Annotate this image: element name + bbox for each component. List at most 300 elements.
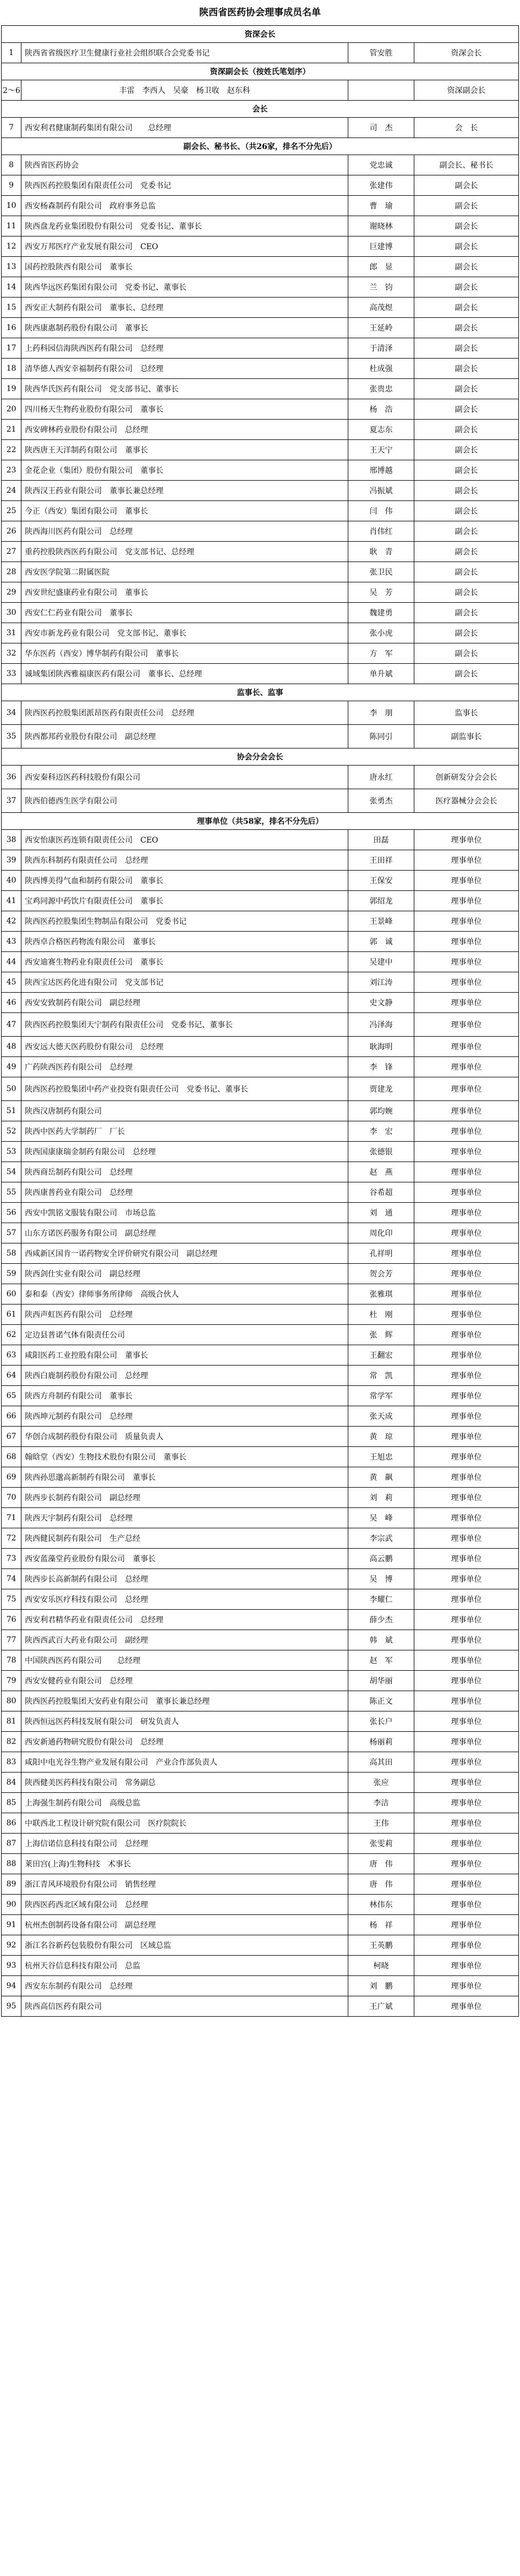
person-name: 王英鹏 — [348, 1935, 414, 1956]
row-number: 56 — [2, 1203, 21, 1223]
person-name: 史文静 — [348, 993, 414, 1013]
member-role: 副会长 — [414, 481, 519, 501]
table-row — [2, 1895, 519, 1915]
member-role: 创新研发分会会长 — [414, 766, 519, 789]
person-name: 赵 军 — [348, 1650, 414, 1671]
person-name: 常学军 — [348, 1386, 414, 1406]
person-name: 兰 钧 — [348, 277, 414, 298]
member-role: 理事单位 — [414, 1243, 519, 1264]
member-role: 副会长 — [414, 460, 519, 481]
person-name: 唐永红 — [348, 766, 414, 789]
person-name: 王田祥 — [348, 850, 414, 871]
member-role: 理事单位 — [414, 1671, 519, 1691]
row-number: 44 — [2, 952, 21, 972]
table-row — [2, 766, 519, 789]
table-row — [2, 1528, 519, 1549]
table-row — [2, 1467, 519, 1488]
table-row — [2, 501, 519, 521]
person-name: 柯晓 — [348, 1956, 414, 1976]
row-number: 63 — [2, 1345, 21, 1366]
table-row — [2, 460, 519, 481]
member-role: 理事单位 — [414, 1569, 519, 1589]
row-number: 93 — [2, 1956, 21, 1976]
table-row — [2, 1366, 519, 1386]
table-row — [2, 789, 519, 813]
org-title: 四川杨天生物药业股份有限公司 董事长 — [21, 399, 348, 420]
member-role: 资深副会长 — [414, 80, 519, 101]
member-role: 理事单位 — [414, 1813, 519, 1834]
table-row — [2, 1101, 519, 1121]
person-name: 司 杰 — [348, 118, 414, 138]
person-name: 张勇杰 — [348, 789, 414, 813]
row-number: 35 — [2, 725, 21, 748]
org-title: 陕西汉王药业有限公司 董事长兼总经理 — [21, 481, 348, 501]
person-name: 张雅琪 — [348, 1284, 414, 1304]
person-name: 巨建博 — [348, 236, 414, 257]
table-row — [2, 542, 519, 562]
member-role: 理事单位 — [414, 1956, 519, 1976]
person-name: 贾建龙 — [348, 1077, 414, 1101]
member-role: 理事单位 — [414, 1854, 519, 1874]
person-name: 谢晓林 — [348, 216, 414, 236]
org-title: 陕西方舟制药有限公司 董事长 — [21, 1386, 348, 1406]
member-role: 理事单位 — [414, 932, 519, 952]
table-row — [2, 932, 519, 952]
org-title: 咸阳中电光谷生物产业发展有限公司 产业合作部负责人 — [21, 1752, 348, 1773]
org-title: 陕西孙思邈高新制药有限公司 董事长 — [21, 1467, 348, 1488]
row-number: 7 — [2, 118, 21, 138]
row-number: 74 — [2, 1569, 21, 1589]
member-role: 理事单位 — [414, 1467, 519, 1488]
org-title: 陕西西武百大药业有限公司 副经理 — [21, 1630, 348, 1650]
table-row — [2, 891, 519, 911]
row-number: 67 — [2, 1427, 21, 1447]
person-name: 冯泽海 — [348, 1013, 414, 1037]
org-title: 陕西省医药协会 — [21, 155, 348, 175]
org-title: 清华德人西安幸福制药有限公司 总经理 — [21, 359, 348, 379]
row-number: 38 — [2, 830, 21, 850]
row-number: 68 — [2, 1447, 21, 1467]
org-title: 陕西宝达医药化进有限公司 党支部书记 — [21, 972, 348, 993]
org-title: 定边县普诺气体有限责任公司 — [21, 1325, 348, 1345]
member-role: 理事单位 — [414, 1264, 519, 1284]
row-number: 28 — [2, 562, 21, 582]
org-title: 西安秦科迈医药科技股份有限公司 — [21, 766, 348, 789]
org-title: 华创合成制药股份有限公司 质量负责人 — [21, 1427, 348, 1447]
org-title: 莱田宫(上海)生物科技 术事长 — [21, 1854, 348, 1874]
member-role: 理事单位 — [414, 1793, 519, 1813]
org-title: 陕西商岳制药有限公司 总经理 — [21, 1162, 348, 1182]
row-number: 86 — [2, 1813, 21, 1834]
person-name: 李 朋 — [348, 701, 414, 725]
row-number: 20 — [2, 399, 21, 420]
person-name: 唐 伟 — [348, 1874, 414, 1895]
person-name: 于清泽 — [348, 338, 414, 359]
org-title: 西安蓝藻堂药业股份有限公司 董事长 — [21, 1549, 348, 1569]
table-row — [2, 993, 519, 1013]
member-role: 副会长 — [414, 623, 519, 643]
table-row — [2, 1386, 519, 1406]
person-name: 高其田 — [348, 1752, 414, 1773]
table-row — [2, 1013, 519, 1037]
table-row — [2, 1162, 519, 1182]
table-row — [2, 1711, 519, 1732]
org-title: 广药陕西医药有限公司 总经理 — [21, 1057, 348, 1077]
row-number: 59 — [2, 1264, 21, 1284]
person-name: 肖伟红 — [348, 521, 414, 542]
org-title: 今正（西安）集团有限公司 董事长 — [21, 501, 348, 521]
person-name: 方 军 — [348, 643, 414, 664]
member-role: 副会长 — [414, 318, 519, 338]
org-title: 西安杨森制药有限公司 政府事务总监 — [21, 196, 348, 216]
member-role: 副会长 — [414, 236, 519, 257]
row-number: 26 — [2, 521, 21, 542]
member-role: 副会长 — [414, 359, 519, 379]
org-title: 西安世纪盛康药业有限公司 董事长 — [21, 582, 348, 603]
table-row — [2, 175, 519, 196]
person-name: 李洁 — [348, 1793, 414, 1813]
table-row — [2, 257, 519, 277]
org-title: 重药控股陕西医药有限公司 党支部书记、总经理 — [21, 542, 348, 562]
person-name: 张卫民 — [348, 562, 414, 582]
table-row — [2, 440, 519, 460]
org-title: 陕西医药西北区域有限公司 总经理 — [21, 1895, 348, 1915]
row-number: 48 — [2, 1037, 21, 1057]
section-header-row — [2, 101, 519, 118]
person-name: 林伟东 — [348, 1895, 414, 1915]
row-number: 78 — [2, 1650, 21, 1671]
member-role: 理事单位 — [414, 1223, 519, 1243]
table-row — [2, 830, 519, 850]
section-header-row — [2, 63, 519, 80]
table-row — [2, 338, 519, 359]
row-number: 95 — [2, 1996, 21, 2017]
org-title: 陕西医药控股集团生物制品有限公司 党委书记 — [21, 911, 348, 932]
org-title: 陕西白鹿制药股份有限公司 总经理 — [21, 1366, 348, 1386]
org-title: 西安东东制药有限公司 总经理 — [21, 1976, 348, 1996]
org-title: 浙江名谷新药包装股份有限公司 区域总监 — [21, 1935, 348, 1956]
row-number: 94 — [2, 1976, 21, 1996]
member-role: 副会长 — [414, 379, 519, 399]
member-role: 理事单位 — [414, 891, 519, 911]
org-title: 西安新通药物研究股份有限公司 总经理 — [21, 1732, 348, 1752]
member-role: 副会长 — [414, 603, 519, 623]
person-name: 吴建中 — [348, 952, 414, 972]
org-title: 陕西海川医药有限公司 总经理 — [21, 521, 348, 542]
person-name: 李耀仁 — [348, 1589, 414, 1610]
row-number: 52 — [2, 1121, 21, 1142]
member-role: 副会长 — [414, 643, 519, 664]
member-role: 副会长 — [414, 582, 519, 603]
row-number: 22 — [2, 440, 21, 460]
member-role: 理事单位 — [414, 1101, 519, 1121]
person-name: 夏志东 — [348, 420, 414, 440]
member-role: 副会长 — [414, 399, 519, 420]
person-name: 高茂煜 — [348, 298, 414, 318]
section-header: 理事单位（共58家，排名不分先后） — [2, 813, 519, 830]
member-role: 理事单位 — [414, 1447, 519, 1467]
table-row — [2, 1752, 519, 1773]
row-number: 72 — [2, 1528, 21, 1549]
member-role: 副监事长 — [414, 725, 519, 748]
member-role: 理事单位 — [414, 1037, 519, 1057]
member-role: 副会长 — [414, 440, 519, 460]
org-title: 西安医学院第二附属医院 — [21, 562, 348, 582]
table-row — [2, 1630, 519, 1650]
member-role: 理事单位 — [414, 1013, 519, 1037]
row-number: 37 — [2, 789, 21, 813]
org-title: 陕西汉唐制药有限公司 — [21, 1101, 348, 1121]
org-title: 上海信诺信息科技有限公司 总经理 — [21, 1834, 348, 1854]
org-title: 浙江青风环境股份有限公司 销售经理 — [21, 1874, 348, 1895]
org-title: 陕西健民制药有限公司 生产总经 — [21, 1528, 348, 1549]
org-title: 陕西医药控股集团中药产业投资有限责任公司 党委书记、董事长 — [21, 1077, 348, 1101]
section-header-row — [2, 138, 519, 155]
table-row — [2, 1569, 519, 1589]
org-title: 陕西博美得气血和制药有限公司 董事长 — [21, 871, 348, 891]
member-role: 理事单位 — [414, 1162, 519, 1182]
row-number: 92 — [2, 1935, 21, 1956]
org-title: 陕西盘龙药业集团股份有限公司 党委书记、董事长 — [21, 216, 348, 236]
person-name: 刘 鹏 — [348, 1976, 414, 1996]
row-number: 62 — [2, 1325, 21, 1345]
table-row — [2, 1854, 519, 1874]
member-role: 理事单位 — [414, 1630, 519, 1650]
table-row — [2, 1447, 519, 1467]
person-name: 高云鹏 — [348, 1549, 414, 1569]
org-title: 陕西中医药大学制药厂 厂长 — [21, 1121, 348, 1142]
member-role: 理事单位 — [414, 1996, 519, 2017]
person-name: 王广斌 — [348, 1996, 414, 2017]
table-row — [2, 1996, 519, 2017]
table-row — [2, 521, 519, 542]
table-row — [2, 1284, 519, 1304]
row-number: 69 — [2, 1467, 21, 1488]
page-title: 陕西省医药协会理事成员名单 — [199, 7, 321, 18]
person-name: 王天宁 — [348, 440, 414, 460]
person-name: 贺会芳 — [348, 1264, 414, 1284]
row-number: 50 — [2, 1077, 21, 1101]
table-row — [2, 562, 519, 582]
row-number: 18 — [2, 359, 21, 379]
section-header: 副会长、秘书长、（共26家，排名不分先后） — [2, 138, 519, 155]
table-row — [2, 1488, 519, 1508]
table-row — [2, 1773, 519, 1793]
table-row — [2, 1182, 519, 1203]
row-number: 23 — [2, 460, 21, 481]
person-name: 张 辉 — [348, 1325, 414, 1345]
member-role: 副会长 — [414, 420, 519, 440]
person-name: 黄 飙 — [348, 1467, 414, 1488]
org-title: 中联西北工程设计研究院有限公司 医疗院院长 — [21, 1813, 348, 1834]
row-number: 51 — [2, 1101, 21, 1121]
member-role: 理事单位 — [414, 1284, 519, 1304]
row-number: 42 — [2, 911, 21, 932]
member-role: 副会长 — [414, 542, 519, 562]
row-number: 32 — [2, 643, 21, 664]
org-title: 金花企业（集团）股份有限公司 董事长 — [21, 460, 348, 481]
table-row — [2, 1121, 519, 1142]
org-title: 陕西都邦药业股份有限公司 副总经理 — [21, 725, 348, 748]
table-row — [2, 725, 519, 748]
row-number: 57 — [2, 1223, 21, 1243]
row-number: 55 — [2, 1182, 21, 1203]
row-number: 24 — [2, 481, 21, 501]
section-header-row — [2, 26, 519, 43]
person-name: 冯振斌 — [348, 481, 414, 501]
table-row — [2, 1813, 519, 1834]
person-name: 陈正文 — [348, 1691, 414, 1711]
member-role: 理事单位 — [414, 1650, 519, 1671]
person-name: 郭 诚 — [348, 932, 414, 952]
row-number: 65 — [2, 1386, 21, 1406]
org-title: 陕西国康康瑞金制药有限公司 总经理 — [21, 1142, 348, 1162]
member-role: 副会长 — [414, 196, 519, 216]
row-number: 2～6 — [2, 80, 21, 101]
person-name: 李 锋 — [348, 1057, 414, 1077]
row-number: 80 — [2, 1691, 21, 1711]
table-row — [2, 911, 519, 932]
row-number: 25 — [2, 501, 21, 521]
table-row — [2, 1549, 519, 1569]
row-number: 33 — [2, 664, 21, 684]
row-number: 53 — [2, 1142, 21, 1162]
person-name: 黄 琼 — [348, 1427, 414, 1447]
row-number: 9 — [2, 175, 21, 196]
section-header-row — [2, 684, 519, 701]
table-row — [2, 43, 519, 63]
org-title: 陕西唐王天洋制药有限公司 董事长 — [21, 440, 348, 460]
row-number: 49 — [2, 1057, 21, 1077]
org-title: 西安市新龙药业有限公司 党支部书记、董事长 — [21, 623, 348, 643]
org-title: 陕西坤元制药有限公司 总经理 — [21, 1406, 348, 1427]
person-name: 陈同引 — [348, 725, 414, 748]
member-role: 理事单位 — [414, 1345, 519, 1366]
org-title: 上药科园信海陕西医药有限公司 总经理 — [21, 338, 348, 359]
row-number: 61 — [2, 1304, 21, 1325]
row-number: 89 — [2, 1874, 21, 1895]
row-number: 19 — [2, 379, 21, 399]
person-name — [348, 80, 414, 101]
person-name: 唐 伟 — [348, 1854, 414, 1874]
person-name: 赵 燕 — [348, 1162, 414, 1182]
table-row — [2, 1203, 519, 1223]
person-name: 管安胜 — [348, 43, 414, 63]
table-row — [2, 1671, 519, 1691]
org-title: 西安迪赛生物药业有限责任公司 董事长 — [21, 952, 348, 972]
member-role: 理事单位 — [414, 993, 519, 1013]
member-role: 会 长 — [414, 118, 519, 138]
org-title: 陕西天宇制药有限公司 总经理 — [21, 1508, 348, 1528]
person-name: 薛少杰 — [348, 1610, 414, 1630]
person-name: 王翻宏 — [348, 1345, 414, 1366]
person-name: 吴 峰 — [348, 1508, 414, 1528]
member-role: 理事单位 — [414, 1325, 519, 1345]
table-row — [2, 1610, 519, 1630]
table-row — [2, 1508, 519, 1528]
person-name: 周化印 — [348, 1223, 414, 1243]
row-number: 12 — [2, 236, 21, 257]
member-role: 理事单位 — [414, 850, 519, 871]
table-row — [2, 1834, 519, 1854]
member-table — [1, 25, 519, 2017]
member-role: 理事单位 — [414, 1528, 519, 1549]
person-name: 李宗武 — [348, 1528, 414, 1549]
person-name: 刘江涛 — [348, 972, 414, 993]
table-row — [2, 582, 519, 603]
row-number: 30 — [2, 603, 21, 623]
member-role: 理事单位 — [414, 1549, 519, 1569]
table-row — [2, 1915, 519, 1935]
section-header-row — [2, 813, 519, 830]
person-name: 孔祥明 — [348, 1243, 414, 1264]
table-row — [2, 420, 519, 440]
row-number: 13 — [2, 257, 21, 277]
person-name: 胡华丽 — [348, 1671, 414, 1691]
member-role: 理事单位 — [414, 1834, 519, 1854]
table-row — [2, 1243, 519, 1264]
row-number: 21 — [2, 420, 21, 440]
member-role: 副会长 — [414, 338, 519, 359]
org-title: 西安中凯铭文服装有限公司 市场总监 — [21, 1203, 348, 1223]
row-number: 75 — [2, 1589, 21, 1610]
table-row — [2, 1037, 519, 1057]
table-row — [2, 399, 519, 420]
row-number: 77 — [2, 1630, 21, 1650]
member-role: 理事单位 — [414, 1915, 519, 1935]
org-title: 陕西高信医药有限公司 — [21, 1996, 348, 2017]
row-number: 88 — [2, 1854, 21, 1874]
member-role: 副会长 — [414, 175, 519, 196]
row-number: 31 — [2, 623, 21, 643]
table-row — [2, 118, 519, 138]
row-number: 14 — [2, 277, 21, 298]
org-title: 诚域集团陕西雅福康医药有限公司 董事长、总经理 — [21, 664, 348, 684]
org-title: 西安碑林药业股份有限公司 总经理 — [21, 420, 348, 440]
org-title: 丰雷 李西人 吴豪 杨卫收 赵东科 — [21, 80, 348, 101]
table-row — [2, 236, 519, 257]
member-role: 副会长 — [414, 562, 519, 582]
org-title: 山东方诺医药服务有限公司 副总经理 — [21, 1223, 348, 1243]
row-number: 70 — [2, 1488, 21, 1508]
person-name: 张长户 — [348, 1711, 414, 1732]
member-role: 副会长 — [414, 216, 519, 236]
table-row — [2, 1264, 519, 1284]
org-title: 华东医药（西安）博华制药有限公司 董事长 — [21, 643, 348, 664]
org-title: 西安利君健康制药集团有限公司 总经理 — [21, 118, 348, 138]
row-number: 34 — [2, 701, 21, 725]
person-name: 杨丽莉 — [348, 1732, 414, 1752]
table-row — [2, 1142, 519, 1162]
table-row — [2, 603, 519, 623]
member-role: 理事单位 — [414, 1711, 519, 1732]
section-header: 资深会长 — [2, 26, 519, 43]
member-role: 副会长 — [414, 501, 519, 521]
org-title: 陕西华氏医药有限公司 党支部书记、董事长 — [21, 379, 348, 399]
table-row — [2, 1956, 519, 1976]
member-role: 理事单位 — [414, 1732, 519, 1752]
member-role: 理事单位 — [414, 1304, 519, 1325]
row-number: 39 — [2, 850, 21, 871]
org-title: 西安安健药业有限公司 总经理 — [21, 1671, 348, 1691]
table-row — [2, 318, 519, 338]
row-number: 17 — [2, 338, 21, 359]
member-role: 副会长 — [414, 277, 519, 298]
member-role: 理事单位 — [414, 1874, 519, 1895]
person-name: 郎 显 — [348, 257, 414, 277]
table-row — [2, 871, 519, 891]
table-row — [2, 1874, 519, 1895]
